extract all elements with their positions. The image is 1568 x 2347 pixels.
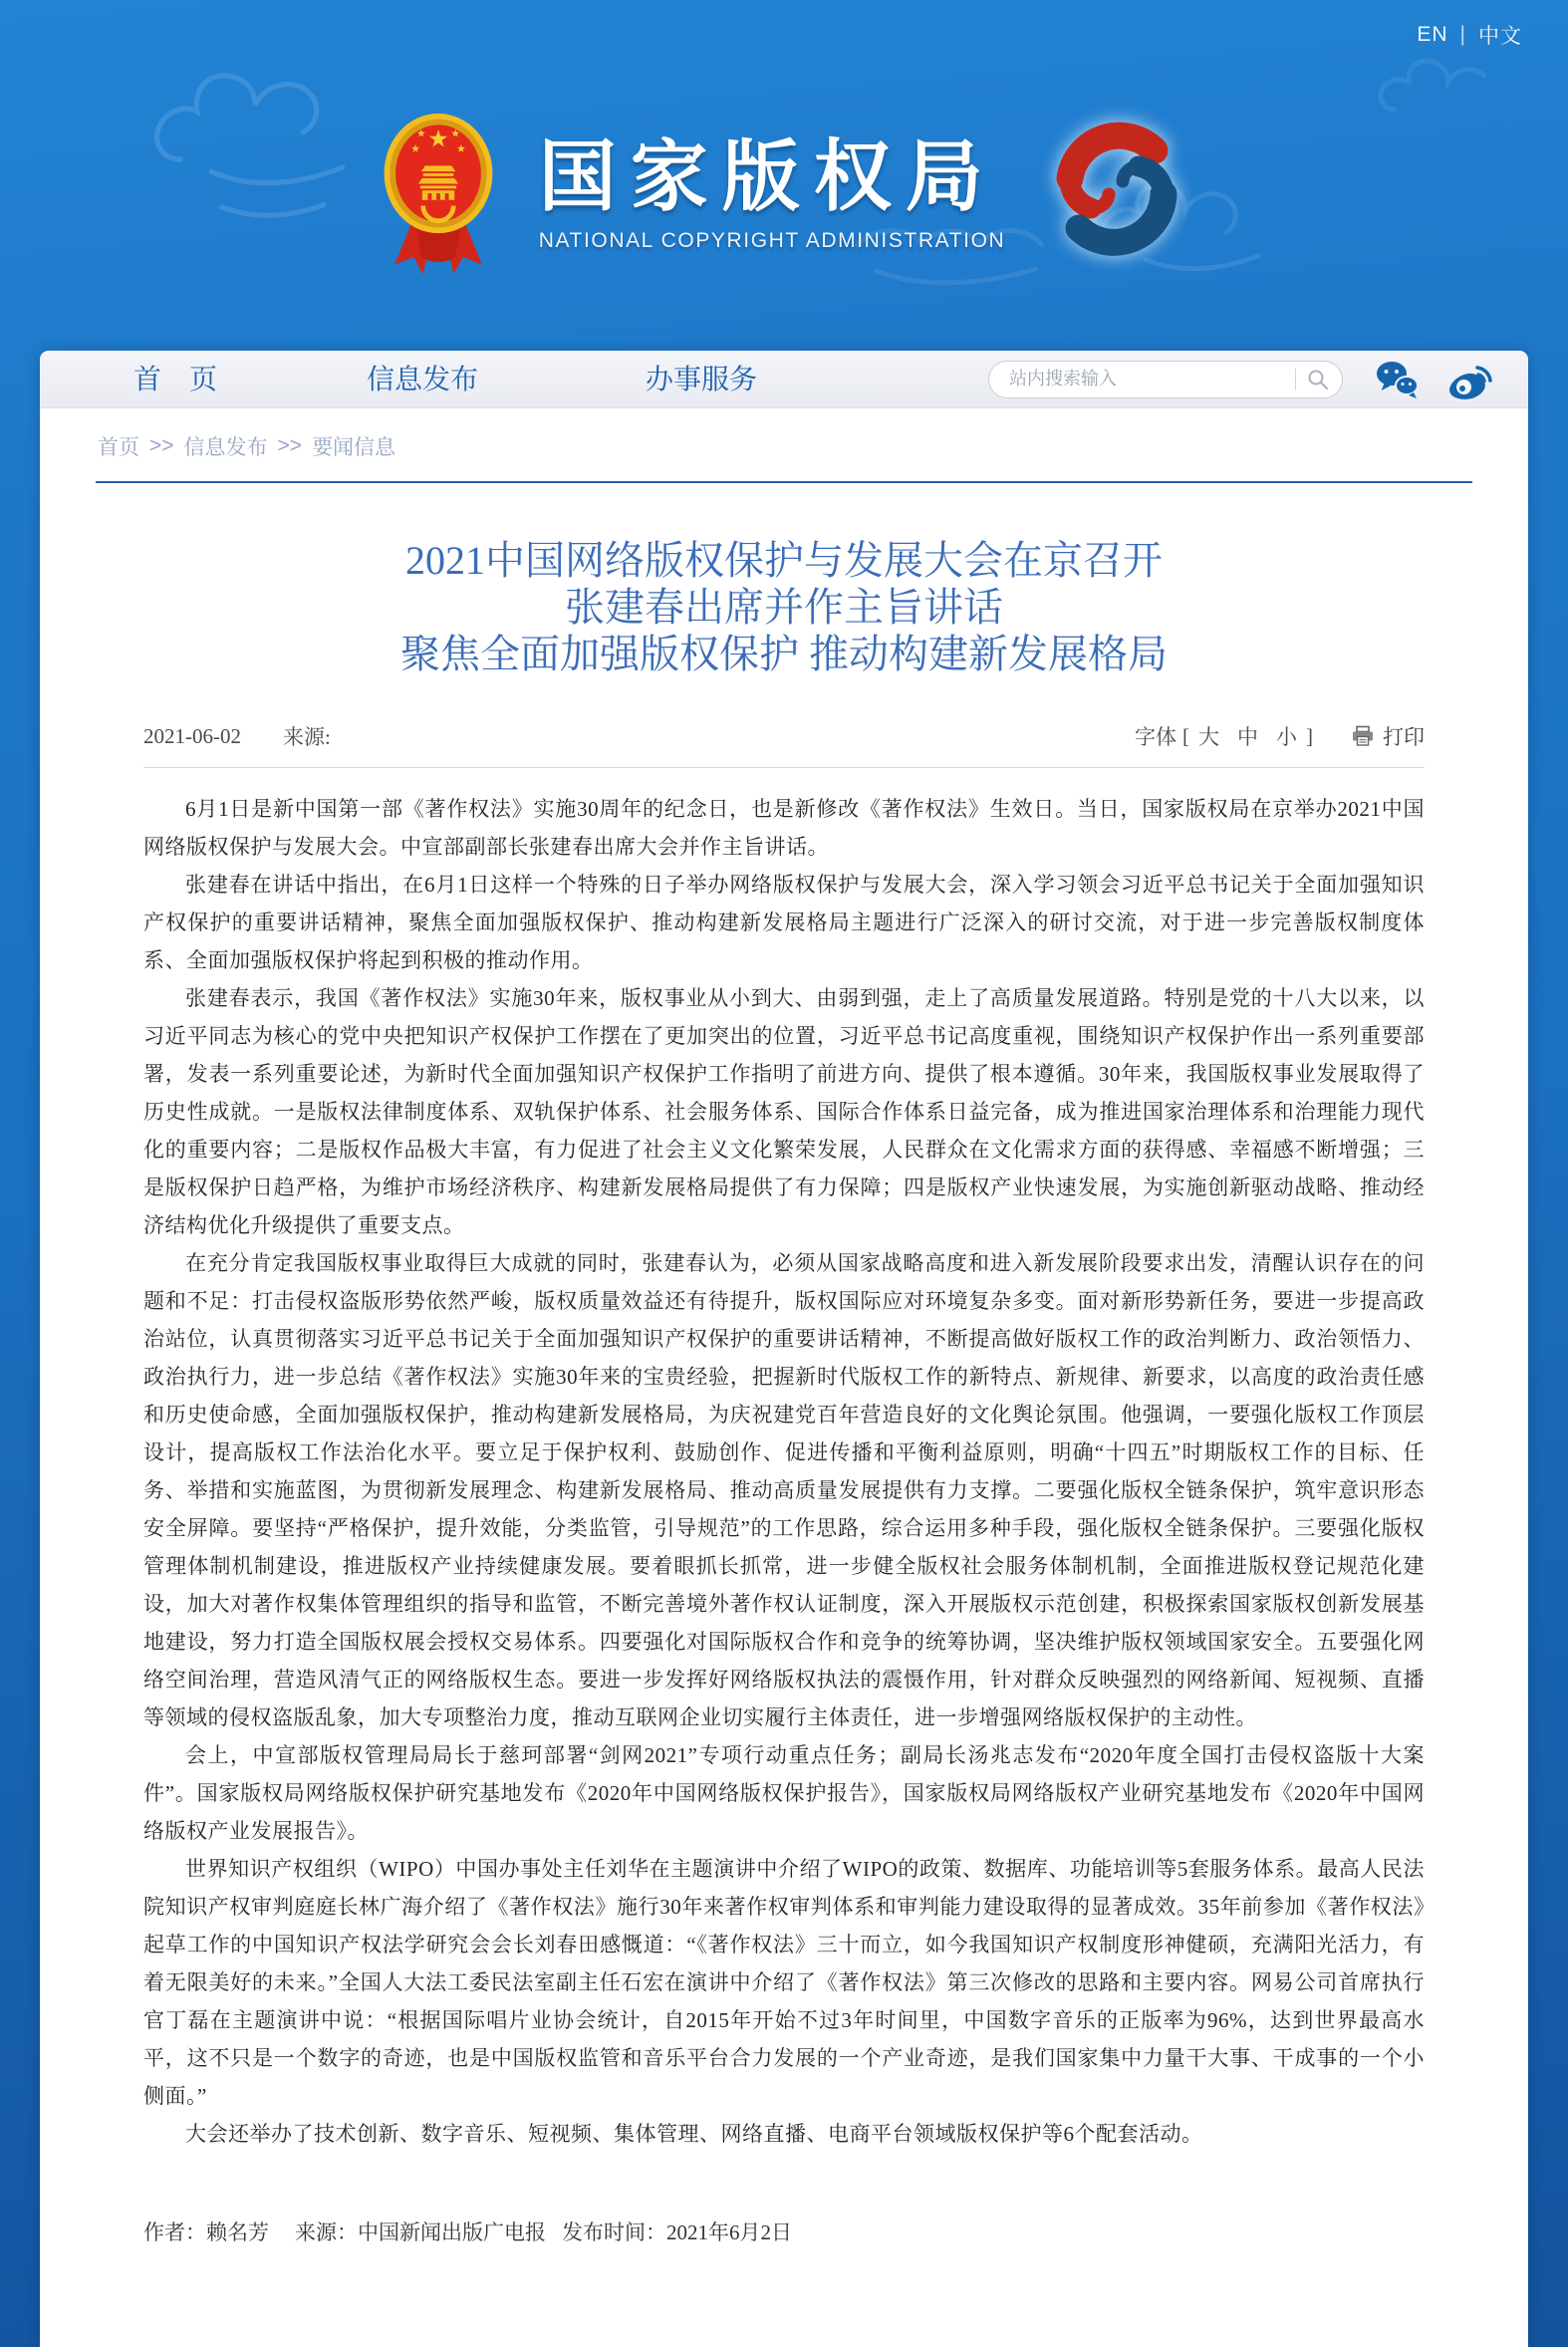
site-title-en: NATIONAL COPYRIGHT ADMINISTRATION bbox=[538, 229, 1006, 252]
printer-icon[interactable] bbox=[1351, 725, 1375, 747]
site-header bbox=[0, 0, 1568, 351]
search-icon[interactable] bbox=[1306, 368, 1330, 391]
nav-information[interactable]: 信息发布 bbox=[367, 363, 479, 394]
breadcrumb-home[interactable]: 首页 bbox=[98, 436, 139, 459]
breadcrumb-news[interactable]: 要闻信息 bbox=[312, 436, 396, 459]
pubtime-label: 发布时间： bbox=[562, 2220, 666, 2244]
article-title bbox=[143, 537, 1425, 677]
language-switcher bbox=[1417, 20, 1522, 50]
article-paragraph-1: 6月1日是新中国第一部《著作权法》实施30周年的纪念日，也是新修改《著作权法》生效日。当日，国家版权局在京举办2021中国网络版权保护与发展大会。中宣部副部长张建春出席大会并作主旨讲话。 bbox=[143, 797, 1425, 859]
print-button[interactable]: 打印 bbox=[1383, 725, 1425, 749]
article-paragraph-2: 张建春在讲话中指出，在6月1日这样一个特殊的日子举办网络版权保护与发展大会，深入学习领会习近平总书记关于全面加强知识产权保护的重要讲话精神，聚焦全面加强版权保护、推动构建新发展格局主题进行广泛深入的研讨交流，对于进一步完善版权制度体系、全面加强版权保护将起到积极的推动作用。 bbox=[143, 873, 1425, 972]
site-title: 国家版权局 bbox=[538, 132, 997, 220]
meta-left bbox=[143, 721, 331, 751]
article-title-line-1: 2021中国网络版权保护与发展大会在京召开 bbox=[405, 538, 1163, 583]
breadcrumb-separator: >> bbox=[149, 434, 174, 457]
content-card bbox=[40, 351, 1528, 2347]
search-divider bbox=[1295, 369, 1296, 391]
article-paragraph-4: 在充分肯定我国版权事业取得巨大成就的同时，张建春认为，必须从国家战略高度和进入新发展阶段要求出发，清醒认识存在的问题和不足：打击侵权盗版形势依然严峻，版权质量效益还有待提升，版权国际应对环境复杂多变。面对新形势新任务，要进一步提高政治站位，认真贯彻落实习近平总书记关于全面加强知识产权保护的重要讲话精神，不断提高做好版权工作的政治判断力、政治领悟力、政治执行力，进一步总结《著作权法》实施30年来的宝贵经验，把握新时代版权工作的新特点、新规律、新要求，以高度的政治责任感和历史使命感，全面加强版权保护，推动构建新发展格局，为庆祝建党百年营造良好的文化舆论氛围。他强调，一要强化版权工作顶层设计，提高版权工作法治化水平。要立足于保护权利、鼓励创作、促进传播和平衡利益原则，明确“十四五”时期版权工作的目标、任务、举措和实施蓝图，为贯彻新发展理念、构建新发展格局、推动高质量发展提供有力支撑。二要强化版权全链条保护，筑牢意识形态安全屏障。要坚持“严格保护，提升效能，分类监管，引导规范”的工作思路，综合运用多种手段，强化版权全链条保护。三要强化版权管理体制机制建设，推进版权产业持续健康发展。要着眼抓长抓常，进一步健全版权社会服务体制机制，全面推进版权登记规范化建设，加大对著作权集体管理组织的指导和监管，不断完善境外著作权认证制度，深入开展版权示范创建，积极探索国家版权创新发展基地建设，努力打造全国版权展会授权交易体系。四要强化对国际版权合作和竞争的统筹协调，坚决维护版权领域国家安全。五要强化网络空间治理，营造风清气正的网络版权生态。要进一步发挥好网络版权执法的震慑作用，针对群众反映强烈的网络新闻、短视频、直播等领域的侵权盗版乱象，加大专项整治力度，推动互联网企业切实履行主体责任，进一步增强网络版权保护的主动性。 bbox=[143, 1251, 1425, 1729]
brand-row bbox=[0, 0, 1568, 281]
lang-en-link[interactable]: EN bbox=[1417, 23, 1448, 46]
nav-services[interactable]: 办事服务 bbox=[646, 363, 758, 394]
article-title-line-2: 张建春出席并作主旨讲话 bbox=[565, 585, 1003, 630]
breadcrumb-separator: >> bbox=[277, 434, 303, 457]
font-size-large[interactable]: 大 bbox=[1198, 725, 1219, 749]
copyright-logo-icon bbox=[1043, 121, 1192, 270]
lang-zh-link[interactable]: 中文 bbox=[1478, 25, 1522, 48]
pubtime-value: 2021年6月2日 bbox=[666, 2220, 792, 2244]
article-paragraph-5: 会上，中宣部版权管理局局长于慈珂部署“剑网2021”专项行动重点任务；副局长汤兆志发布“2020年度全国打击侵权盗版十大案件”。国家版权局网络版权保护研究基地发布《2020年中国网络版权保护报告》，国家版权局网络版权产业研究基地发布《2020年中国网络版权产业发展报告》。 bbox=[143, 1743, 1425, 1843]
article-meta bbox=[143, 721, 1425, 768]
article bbox=[143, 537, 1425, 2316]
article-body bbox=[143, 790, 1425, 2153]
article-paragraph-3: 张建春表示，我国《著作权法》实施30年来，版权事业从小到大、由弱到强，走上了高质量发展道路。特别是党的十八大以来，以习近平同志为核心的党中央把知识产权保护工作摆在了更加突出的位置，习近平总书记高度重视，围绕知识产权保护作出一系列重要部署，发表一系列重要论述，为新时代全面加强知识产权保护工作指明了前进方向、提供了根本遵循。30年来，我国版权事业发展取得了历史性成就。一是版权法律制度体系、双轨保护体系、社会服务体系、国际合作体系日益完备，成为推进国家治理体系和治理能力现代化的重要内容；二是版权作品极大丰富，有力促进了社会主义文化繁荣发展，人民群众在文化需求方面的获得感、幸福感不断增强；三是版权保护日趋严格，为维护市场经济秩序、构建新发展格局提供了有力保障；四是版权产业快速发展，为实施创新驱动战略、推动经济结构优化升级提供了重要支点。 bbox=[143, 986, 1425, 1237]
author-value: 赖名芳 bbox=[206, 2220, 269, 2244]
article-title-line-3: 聚焦全面加强版权保护 推动构建新发展格局 bbox=[400, 632, 1168, 676]
article-source-label: 来源: bbox=[283, 725, 331, 749]
search-input[interactable] bbox=[1007, 368, 1295, 391]
author-label: 作者： bbox=[143, 2220, 206, 2244]
font-size-bracket-close: ] bbox=[1306, 723, 1313, 748]
font-size-small[interactable]: 小 bbox=[1276, 725, 1297, 749]
article-paragraph-6: 世界知识产权组织（WIPO）中国办事处主任刘华在主题演讲中介绍了WIPO的政策、数据库、功能培训等5套服务体系。最高人民法院知识产权审判庭庭长林广海介绍了《著作权法》施行30年来著作权审判体系和审判能力建设取得的显著成效。35年前参加《著作权法》起草工作的中国知识产权法学研究会会长刘春田感慨道：“《著作权法》三十而立，如今我国知识产权制度形神健硕，充满阳光活力，有着无限美好的未来。”全国人大法工委民法室副主任石宏在演讲中介绍了《著作权法》第三次修改的思路和主要内容。网易公司首席执行官丁磊在主题演讲中说：“根据国际唱片业协会统计，自2015年开始不过3年时间里，中国数字音乐的正版率为96%，达到世界最高水平，这不只是一个数字的奇迹，也是中国版权监管和音乐平台合力发展的一个产业奇迹，是我们国家集中力量干大事、干成事的一个小侧面。” bbox=[143, 1857, 1425, 2108]
footer-source-label: 来源： bbox=[295, 2220, 358, 2244]
weibo-icon[interactable] bbox=[1446, 359, 1494, 400]
footer-source-value: 中国新闻出版广电报 bbox=[358, 2220, 546, 2244]
article-paragraph-7: 大会还举办了技术创新、数字音乐、短视频、集体管理、网络直播、电商平台领域版权保护等6个配套活动。 bbox=[185, 2122, 1203, 2146]
font-size-label: 字体 bbox=[1135, 725, 1176, 749]
font-size-bracket-open: [ bbox=[1182, 723, 1189, 748]
main-nav bbox=[40, 351, 1528, 408]
breadcrumb bbox=[96, 408, 1472, 483]
meta-right bbox=[1135, 721, 1425, 751]
breadcrumb-information[interactable]: 信息发布 bbox=[183, 436, 268, 459]
nav-home[interactable]: 首 页 bbox=[133, 363, 218, 394]
national-emblem-icon bbox=[376, 110, 501, 281]
wechat-icon[interactable] bbox=[1375, 360, 1421, 399]
article-date: 2021-06-02 bbox=[143, 723, 241, 748]
site-search[interactable] bbox=[988, 361, 1343, 398]
brand-text bbox=[538, 132, 1006, 253]
font-size-medium[interactable]: 中 bbox=[1237, 725, 1258, 749]
article-footer bbox=[143, 2217, 1425, 2316]
lang-separator: | bbox=[1459, 23, 1466, 46]
